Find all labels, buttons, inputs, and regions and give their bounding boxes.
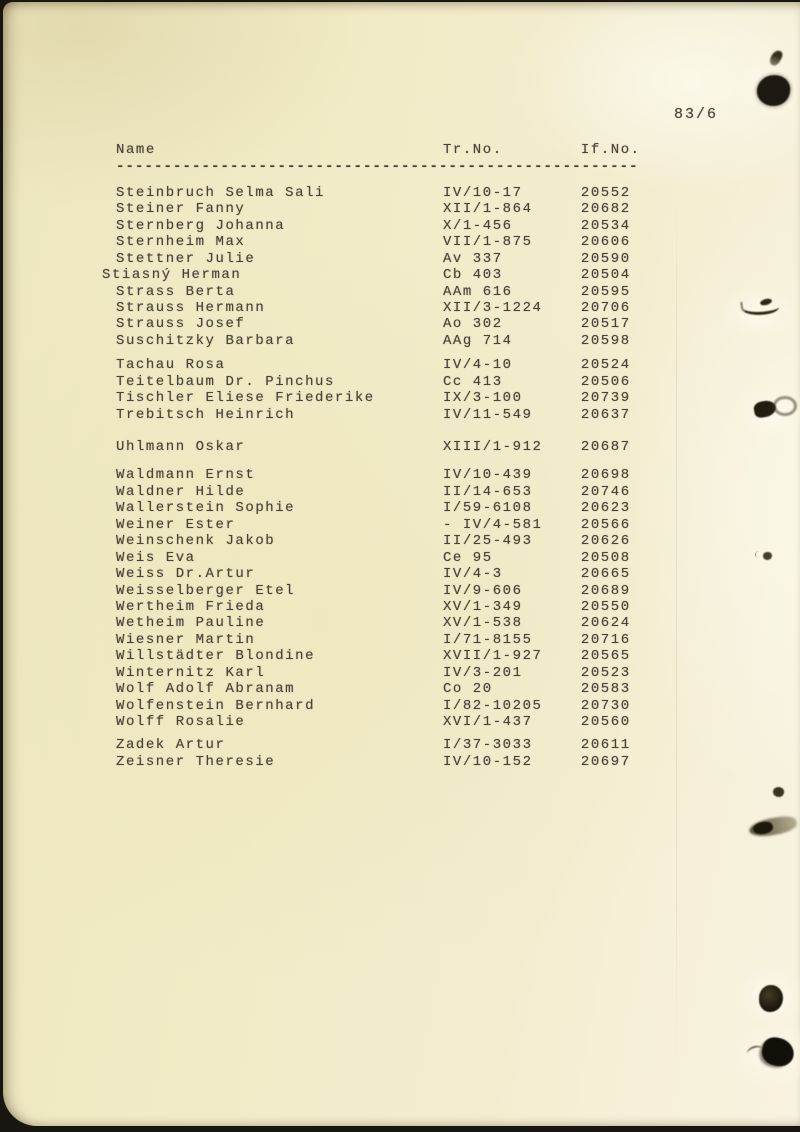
column-header-name: Name	[116, 142, 156, 158]
ink-ring	[773, 396, 797, 416]
table-row	[116, 714, 681, 730]
if-no: 20508	[580, 549, 631, 566]
person-name: Willstädter Blondine	[116, 648, 316, 665]
table-row	[116, 218, 681, 234]
tr-no: I/71-8155	[442, 631, 533, 648]
table-row	[116, 500, 681, 516]
tr-no: XV/1-538	[442, 615, 523, 632]
if-no: 20611	[580, 737, 631, 754]
table-row	[116, 467, 681, 483]
person-name: Uhlmann Oskar	[116, 439, 246, 455]
tr-no: XII/3-1224	[442, 299, 543, 316]
person-name: Wetheim Pauline	[116, 615, 266, 632]
if-no: 20590	[580, 250, 631, 267]
person-name: Wolff Rosalie	[116, 714, 246, 730]
person-name: Waldner Hilde	[116, 483, 246, 500]
tr-no: XII/1-864	[442, 201, 533, 218]
paper-tear	[740, 298, 779, 317]
table-group	[102, 184, 681, 349]
tr-no: Ce 95	[442, 549, 493, 566]
person-name: Tachau Rosa	[116, 357, 226, 374]
if-no: 20566	[580, 516, 631, 533]
table-row	[116, 665, 681, 681]
ink-blot-3-halo	[731, 1020, 800, 1090]
person-name: Wolf Adolf Abranam	[116, 681, 296, 698]
tr-no: Co 20	[442, 681, 493, 698]
person-name: Weiner Ester	[116, 516, 236, 533]
table-row	[116, 517, 681, 533]
tr-no: II/25-493	[442, 533, 533, 550]
person-name: Weisselberger Etel	[116, 582, 296, 599]
person-name: Weinschenk Jakob	[116, 533, 276, 550]
tr-no: IX/3-100	[442, 390, 523, 407]
if-no: 20623	[580, 500, 631, 517]
table-row	[116, 484, 681, 500]
paper-mark-top-right	[768, 49, 784, 68]
person-name: Sternheim Max	[116, 234, 246, 251]
person-name: Strauss Hermann	[116, 299, 266, 316]
if-no: 20598	[580, 332, 631, 349]
table-row	[116, 583, 681, 599]
if-no: 20517	[580, 316, 631, 333]
dashed-divider: -------------------------------------------------------	[116, 160, 639, 176]
if-no: 20706	[580, 299, 631, 316]
tr-no: IV/10-152	[442, 753, 533, 770]
person-name: Suschitzky Barbara	[116, 332, 296, 349]
tr-no: IV/4-10	[442, 357, 513, 374]
if-no: 20524	[580, 357, 631, 374]
table-row	[116, 754, 681, 770]
if-no: 20506	[580, 373, 631, 390]
table-row	[116, 333, 681, 349]
table-row	[116, 374, 681, 390]
tr-no: I/82-10205	[442, 697, 543, 714]
person-name: Waldmann Ernst	[116, 467, 256, 484]
table-group	[116, 439, 681, 455]
column-header-if-no: If.No.	[580, 142, 641, 158]
if-no: 20682	[580, 201, 631, 218]
tr-no: - IV/4-581	[442, 516, 543, 533]
tr-no: X/1-456	[442, 217, 513, 234]
ink-smear	[748, 814, 798, 838]
table-row	[116, 390, 681, 406]
person-name: Wiesner Martin	[116, 631, 256, 648]
if-no: 20624	[580, 615, 631, 632]
if-no: 20626	[580, 533, 631, 550]
if-no: 20746	[580, 483, 631, 500]
if-no: 20730	[580, 697, 631, 714]
name-register-table	[102, 142, 681, 770]
table-row	[116, 566, 681, 582]
table-row	[116, 533, 681, 549]
table-row	[116, 407, 681, 423]
if-no: 20583	[580, 681, 631, 698]
tr-no: IV/3-201	[442, 664, 523, 681]
tr-no: AAm 616	[442, 283, 513, 300]
if-no: 20689	[580, 582, 631, 599]
ink-blot-halo	[733, 384, 800, 444]
table-body	[102, 184, 681, 770]
person-name: Wertheim Frieda	[116, 598, 266, 615]
tr-no: XVII/1-927	[442, 648, 543, 665]
if-no: 20687	[580, 439, 631, 455]
if-no: 20739	[580, 390, 631, 407]
table-row	[116, 300, 681, 316]
ink-blot-2-halo	[736, 964, 800, 1028]
tr-no: VII/1-875	[442, 234, 533, 251]
person-name: Zadek Artur	[116, 737, 226, 754]
tr-no: Av 337	[442, 250, 503, 267]
tr-no: Cb 403	[442, 267, 503, 284]
person-name: Trebitsch Heinrich	[116, 406, 296, 423]
person-name: Weis Eva	[116, 549, 196, 566]
tr-no: XV/1-349	[442, 598, 523, 615]
table-group	[116, 357, 681, 423]
ink-speck	[763, 552, 772, 560]
if-no: 20523	[580, 664, 631, 681]
person-name: Stettner Julie	[116, 250, 256, 267]
person-name: Wallerstein Sophie	[116, 500, 296, 517]
person-name: Steiner Fanny	[116, 201, 246, 218]
table-row	[116, 737, 681, 753]
ink-speck-ring	[755, 551, 764, 558]
person-name: Strass Berta	[116, 283, 236, 300]
if-no: 20606	[580, 234, 631, 251]
table-row	[102, 267, 681, 284]
if-no: 20716	[580, 631, 631, 648]
tr-no: IV/9-606	[442, 582, 523, 599]
tr-no: I/59-6108	[442, 500, 533, 517]
ink-blot-3-hook	[746, 1044, 765, 1059]
person-name: Teitelbaum Dr. Pinchus	[116, 373, 335, 390]
if-no: 20550	[580, 598, 631, 615]
if-no: 20565	[580, 648, 631, 665]
if-no: 20595	[580, 283, 631, 300]
table-row	[116, 251, 681, 267]
table-row	[116, 201, 681, 217]
table-row	[116, 185, 681, 201]
table-group	[116, 737, 681, 770]
tr-no: IV/4-3	[442, 566, 503, 583]
table-row	[116, 599, 681, 615]
ink-blot-1	[753, 399, 777, 419]
punch-hole	[755, 73, 792, 108]
tr-no: II/14-653	[442, 483, 533, 500]
person-name: Steinbruch Selma Sali	[116, 184, 325, 201]
table-header	[116, 142, 681, 158]
table-row	[116, 550, 681, 566]
if-no: 20637	[580, 406, 631, 423]
table-row	[116, 648, 681, 664]
table-row	[116, 632, 681, 648]
column-header-tr-no: Tr.No.	[442, 142, 503, 158]
person-name: Sternberg Johanna	[116, 217, 286, 234]
page-number: 83/6	[674, 106, 719, 123]
if-no: 20697	[580, 753, 631, 770]
tr-no: IV/11-549	[442, 406, 533, 423]
if-no: 20504	[580, 267, 631, 284]
table-row	[116, 681, 681, 697]
if-no: 20534	[580, 217, 631, 234]
table-row	[116, 439, 681, 455]
document-page	[3, 2, 800, 1126]
tr-no: XVI/1-437	[442, 714, 533, 730]
paper-tear-mark	[759, 298, 772, 307]
table-row	[116, 234, 681, 250]
person-name: Weiss Dr.Artur	[116, 566, 256, 583]
if-no: 20560	[580, 714, 631, 730]
tr-no: IV/10-17	[442, 184, 523, 201]
table-row	[116, 284, 681, 300]
if-no: 20665	[580, 566, 631, 583]
if-no: 20552	[580, 184, 631, 201]
ink-smear-core	[752, 820, 774, 836]
paper-tear-halo	[718, 287, 798, 339]
person-name: Winternitz Karl	[116, 664, 266, 681]
ink-blot-2	[759, 985, 783, 1012]
tr-no: I/37-3033	[442, 737, 533, 754]
table-row	[116, 698, 681, 714]
table-row	[116, 615, 681, 631]
person-name: Zeisner Theresie	[116, 753, 276, 770]
table-row	[116, 316, 681, 332]
person-name: Stiasný Herman	[102, 267, 242, 284]
tr-no: AAg 714	[442, 332, 513, 349]
person-name: Strauss Josef	[116, 316, 246, 333]
tr-no: IV/10-439	[442, 467, 533, 484]
person-name: Tischler Eliese Friederike	[116, 390, 375, 407]
table-row	[116, 357, 681, 373]
ink-blot-3	[759, 1035, 796, 1069]
tr-no: Cc 413	[442, 373, 503, 390]
tr-no: XIII/1-912	[442, 439, 543, 455]
person-name: Wolfenstein Bernhard	[116, 697, 316, 714]
if-no: 20698	[580, 467, 631, 484]
ink-dot	[772, 786, 785, 799]
table-group	[116, 467, 681, 730]
punch-hole-halo	[729, 54, 800, 120]
tr-no: Ao 302	[442, 316, 503, 333]
